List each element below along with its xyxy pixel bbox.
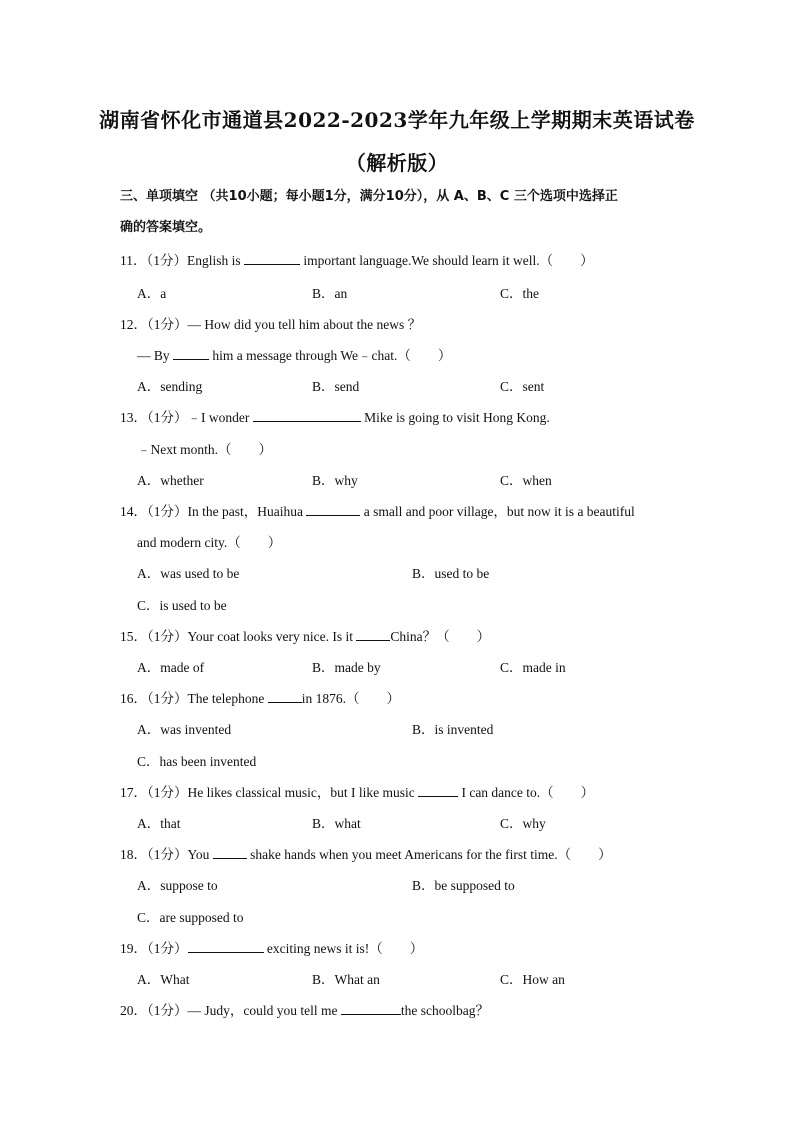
question-11: 11．（1分）English is important language.We should learn it well.（ ） [120, 253, 594, 268]
question-12: 12．（1分）— How did you tell him about the news ？ [120, 317, 422, 332]
option-b[interactable]: B．send [312, 379, 360, 394]
answer-blank [173, 347, 209, 360]
answer-blank [268, 690, 302, 703]
option-a[interactable]: A．made of [137, 660, 205, 675]
option-c[interactable]: C．How an [500, 972, 565, 987]
option-c[interactable]: C．why [500, 816, 546, 831]
option-b[interactable]: B．used to be [412, 566, 490, 581]
option-c[interactable]: C．when [500, 473, 552, 488]
option-c[interactable]: C．the [500, 286, 539, 301]
answer-blank [306, 503, 360, 516]
question-14: 14．（1分）In the past，Huaihua a small and poor village，but now it is a beautiful [120, 504, 635, 519]
question-20: 20．（1分）— Judy，could you tell me the schoolbag？ [120, 1003, 489, 1018]
option-c[interactable]: C．are supposed to [137, 910, 244, 925]
option-a[interactable]: A．whether [137, 473, 204, 488]
page-subtitle: （解析版） [345, 151, 449, 175]
option-a[interactable]: A．was used to be [137, 566, 240, 581]
option-b[interactable]: B．is invented [412, 722, 494, 737]
answer-blank [418, 784, 458, 797]
question-13-line-2: ﹣Next month.（ ） [137, 442, 272, 457]
option-b[interactable]: B．an [312, 286, 348, 301]
option-b[interactable]: B．made by [312, 660, 381, 675]
section-heading-line-2: 确的答案填空。 [120, 220, 212, 235]
answer-blank [244, 252, 300, 265]
option-a[interactable]: A．that [137, 816, 181, 831]
option-b[interactable]: B．why [312, 473, 358, 488]
question-19: 19．（1分） exciting news it is!（ ） [120, 941, 424, 956]
option-a[interactable]: A．suppose to [137, 878, 218, 893]
option-a[interactable]: A．sending [137, 379, 203, 394]
page-title: 湖南省怀化市通道县2022-2023学年九年级上学期期末英语试卷 [99, 108, 695, 132]
answer-blank [253, 409, 361, 422]
question-16: 16．（1分）The telephone in 1876.（ ） [120, 691, 400, 706]
option-c[interactable]: C．has been invented [137, 754, 257, 769]
question-18: 18．（1分）You shake hands when you meet Americans for the first time.（ ） [120, 847, 612, 862]
option-b[interactable]: B．be supposed to [412, 878, 515, 893]
section-heading-line-1: 三、单项填空 （共10小题；每小题1分，满分10分），从 A、B、C 三个选项中选择正 [120, 189, 618, 204]
option-a[interactable]: A．a [137, 286, 167, 301]
answer-blank [188, 940, 264, 953]
answer-blank [356, 628, 390, 641]
answer-blank [213, 846, 247, 859]
answer-blank [341, 1002, 401, 1015]
question-13: 13．（1分）﹣I wonder Mike is going to visit Hong Kong. [120, 410, 550, 425]
option-a[interactable]: A．What [137, 972, 190, 987]
option-c[interactable]: C．is used to be [137, 598, 227, 613]
question-15: 15．（1分）Your coat looks very nice. Is it China？（ ） [120, 629, 491, 644]
option-b[interactable]: B．What an [312, 972, 380, 987]
option-a[interactable]: A．was invented [137, 722, 232, 737]
question-14-line-2: and modern city.（ ） [137, 535, 282, 550]
option-c[interactable]: C．sent [500, 379, 545, 394]
question-17: 17．（1分）He likes classical music，but I like music I can dance to.（ ） [120, 785, 595, 800]
section-heading [120, 181, 680, 243]
option-c[interactable]: C．made in [500, 660, 566, 675]
option-b[interactable]: B．what [312, 816, 361, 831]
question-12-line-2: — By him a message through We﹣chat.（ ） [137, 348, 452, 363]
